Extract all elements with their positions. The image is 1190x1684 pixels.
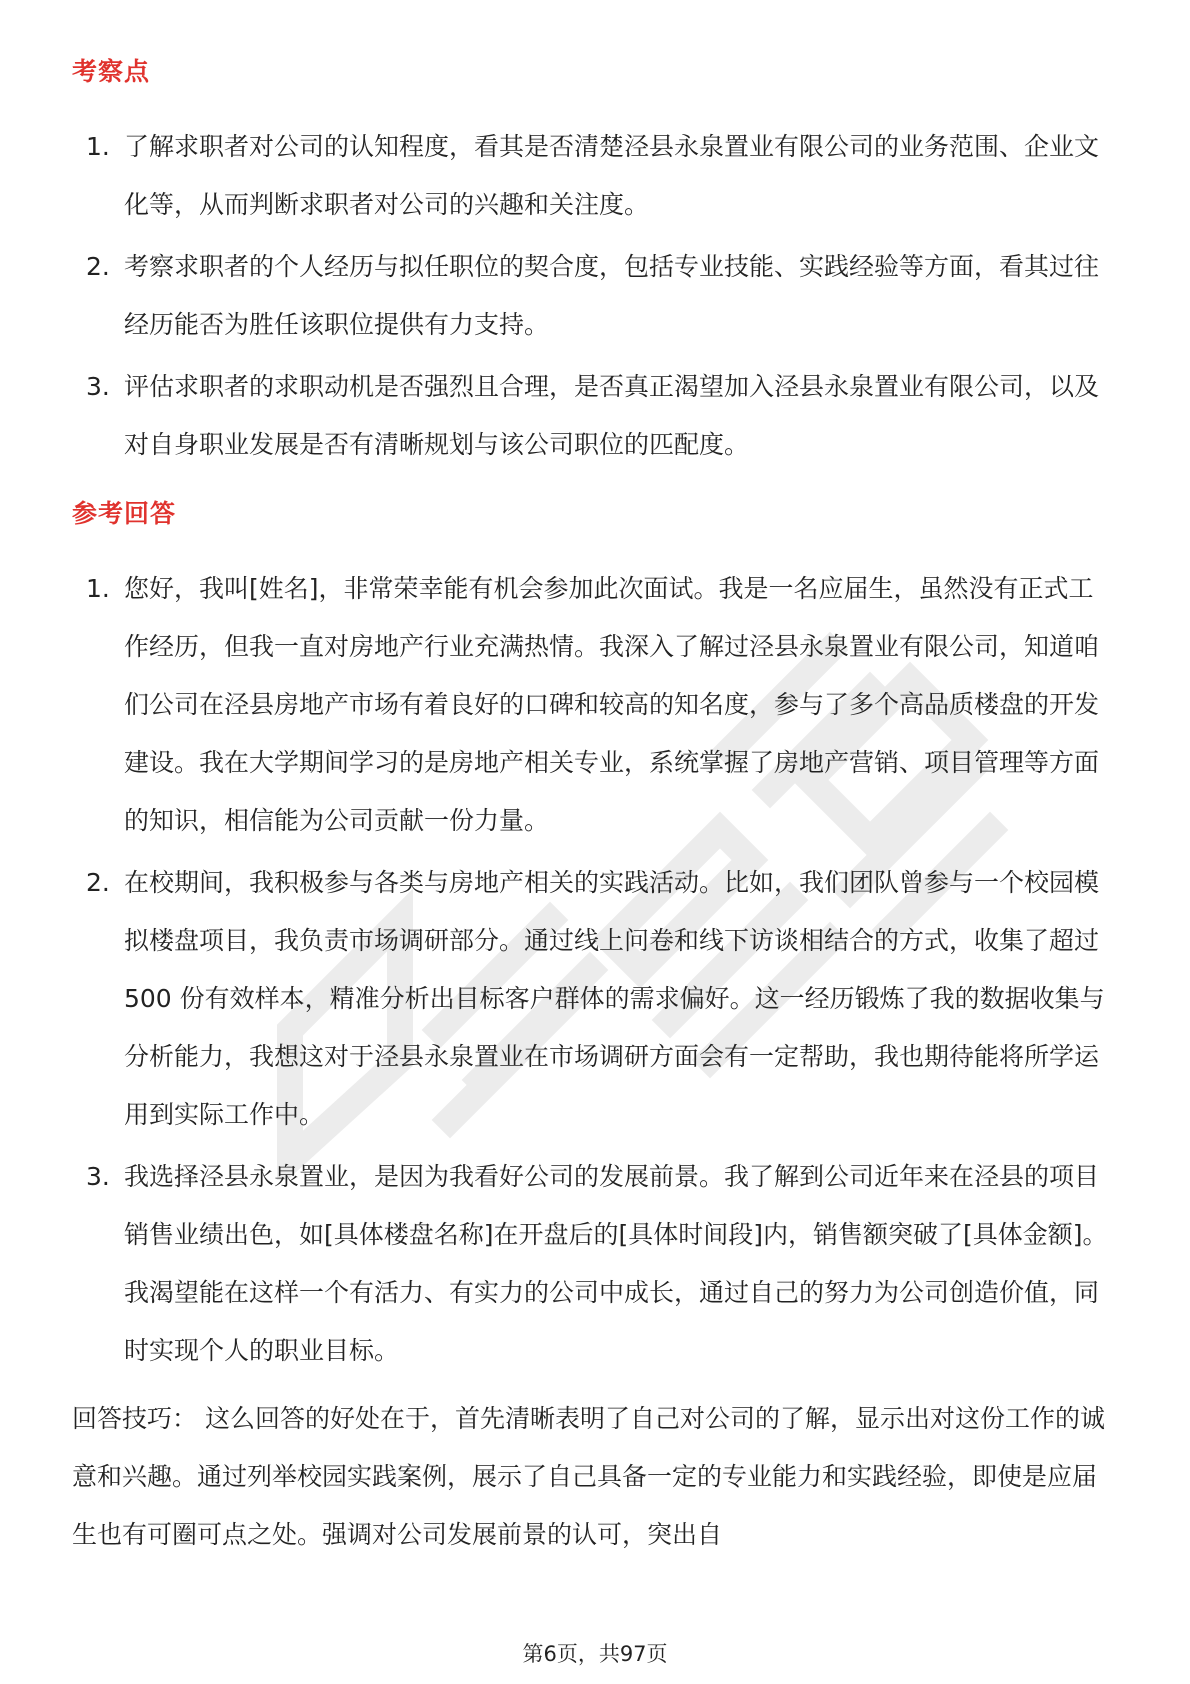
list-number: 3. (86, 1162, 110, 1191)
list-item (72, 1148, 1112, 1380)
list-number: 2. (86, 868, 110, 897)
list-item (72, 358, 1112, 474)
list-item (72, 118, 1112, 234)
list-item-text: 了解求职者对公司的认知程度，看其是否清楚泾县永泉置业有限公司的业务范围、企业文化等，从而判断求职者对公司的兴趣和关注度。 (124, 132, 1100, 219)
list-item-text: 在校期间，我积极参与各类与房地产相关的实践活动。比如，我们团队曾参与一个校园模拟楼盘项目，我负责市场调研部分。通过线上问卷和线下访谈相结合的方式，收集了超过 500 份有效样本，精准分析出目标客户群体的需求偏好。这一经历锻炼了我的数据收集与分析能力，我想这对于泾县永泉置业在市场调研方面会有一定帮助，我也期待能将所学运用到实际工作中。 (124, 868, 1105, 1129)
list-number: 1. (86, 132, 110, 161)
list-item-text: 我选择泾县永泉置业，是因为我看好公司的发展前景。我了解到公司近年来在泾县的项目销售业绩出色，如[具体楼盘名称]在开盘后的[具体时间段]内，销售额突破了[具体金额]。我渴望能在这样一个有活力、有实力的公司中成长，通过自己的努力为公司创造价值，同时实现个人的职业目标。 (124, 1162, 1108, 1365)
list-item-text: 评估求职者的求职动机是否强烈且合理，是否真正渴望加入泾县永泉置业有限公司，以及对自身职业发展是否有清晰规划与该公司职位的匹配度。 (124, 372, 1100, 459)
list-number: 1. (86, 574, 110, 603)
answer-tips-paragraph: 回答技巧： 这么回答的好处在于，首先清晰表明了自己对公司的了解，显示出对这份工作的诚意和兴趣。通过列举校园实践案例，展示了自己具备一定的专业能力和实践经验，即使是应届生也有可圈可点之处。强调对公司发展前景的认可，突出自 (72, 1404, 1105, 1549)
list-number: 3. (86, 372, 110, 401)
list-item (72, 854, 1112, 1144)
focus-list (72, 118, 1112, 478)
list-item-text: 您好，我叫[姓名]，非常荣幸能有机会参加此次面试。我是一名应届生，虽然没有正式工作经历，但我一直对房地产行业充满热情。我深入了解过泾县永泉置业有限公司，知道咱们公司在泾县房地产市场有着良好的口碑和较高的知名度，参与了多个高品质楼盘的开发建设。我在大学期间学习的是房地产相关专业，系统掌握了房地产营销、项目管理等方面的知识，相信能为公司贡献一份力量。 (124, 574, 1100, 835)
section-heading-focus: 考察点 (72, 57, 151, 86)
list-item (72, 560, 1112, 850)
page-number: 第6页，共97页 (522, 1642, 668, 1666)
list-number: 2. (86, 252, 110, 281)
list-item (72, 238, 1112, 354)
answer-list (72, 560, 1112, 1384)
list-item-text: 考察求职者的个人经历与拟任职位的契合度，包括专业技能、实践经验等方面，看其过往经历能否为胜任该职位提供有力支持。 (124, 252, 1100, 339)
section-heading-answer: 参考回答 (72, 499, 177, 528)
